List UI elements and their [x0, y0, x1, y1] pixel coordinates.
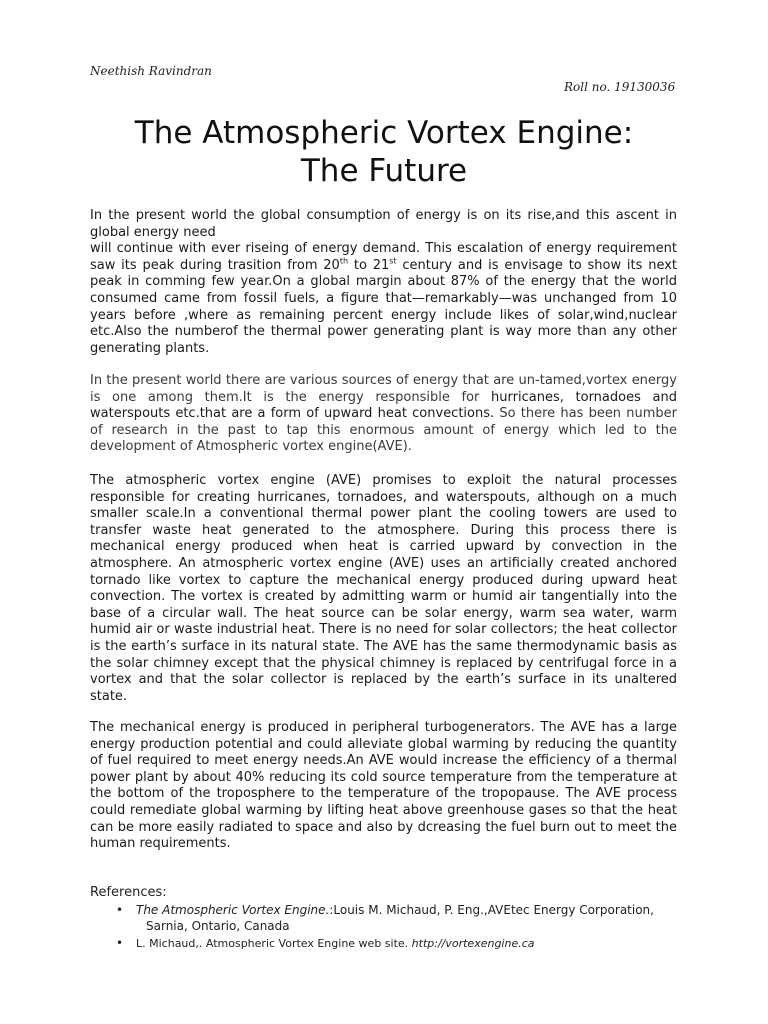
- references-list: [112, 903, 672, 954]
- paragraph-vortex-energy: [90, 373, 677, 456]
- reference-location: Sarnia, Ontario, Canada: [146, 918, 290, 933]
- reference-item: [112, 903, 672, 934]
- para2-text-a: In the present world there are various sources of energy that are un-tamed,vortex energy is one among them.It is the energy responsible for: [90, 373, 677, 405]
- author-name: Neethish Ravindran: [90, 64, 212, 78]
- references-heading: References:: [90, 885, 167, 900]
- para1-text-b: will continue with ever riseing of energy demand. This escalation of energy requirement saw its peak during trasition from 20: [90, 241, 677, 273]
- paragraph-mechanical-energy: The mechanical energy is produced in peripheral turbogenerators. The AVE has a large energy production potential and could alleviate global warming by reducing the quantity of fuel required to meet energy needs.An AVE would increase the efficiency of a thermal power plant by about 40% reducing its cold source temperature from the temperature at the bottom of the troposphere to the temperature of the tropopause. The AVE process could remediate global warming by lifting heat above greenhouse gases so that the heat can be more easily radiated to space and also by dcreasing the fuel burn out to meet the human requirements.: [90, 720, 677, 852]
- paragraph-ave-description: The atmospheric vortex engine (AVE) promises to exploit the natural processes responsible for creating hurricanes, tornadoes, and waterspouts, although on a much smaller scale.In a conventional thermal power plant the cooling towers are used to transfer waste heat generated to the atmosphere. During this process there is mechanical energy produced when heat is carried upward by convection in the atmosphere. An atmospheric vortex engine (AVE) uses an artificially created anchored tornado like vortex to capture the mechanical energy produced during upward heat convection. The vortex is created by admitting warm or humid air tangentially into the base of a circular wall. The heat source can be solar energy, warm sea water, warm humid air or waste industrial heat. There is no need for solar collectors; the heat collector is the earth’s surface in its natural state. The AVE has the same thermodynamic basis as the solar chimney except that the physical chimney is replaced by centrifugal force in a vortex and that the solar collector is replaced by the earth’s surface in its unaltered state.: [90, 473, 677, 704]
- reference-title: L. Michaud,. Atmospheric Vortex Engine web site.: [136, 937, 412, 950]
- title-line-1: The Atmospheric Vortex Engine:: [134, 115, 634, 151]
- para1-text-c: to 21: [348, 257, 390, 273]
- paragraph-intro: [90, 208, 677, 357]
- para1-text-d: century and is envisage to show its next peak in comming few year.On a global margin about 87% of the energy that the world consumed came from fossil fuels, a figure that—remarkably—was unchanged from 10 years before ,where as remaining percent energy include likes of solar,wind,nuclear etc.Also the numberof the thermal power generating plant is way more than any other generating plants.: [90, 257, 678, 356]
- title-line-2: The Future: [300, 153, 468, 189]
- reference-details: :Louis M. Michaud, P. Eng.,AVEtec Energy Corporation,: [329, 903, 654, 917]
- para2-text-c: So there has been number of research in the past to tap this enormous amount of energy which led to the development of Atmospheric vortex engine(AVE).: [90, 406, 677, 455]
- bullet-icon: •: [116, 936, 124, 950]
- bullet-icon: •: [116, 903, 124, 917]
- reference-url: http://vortexengine.ca: [411, 937, 535, 950]
- para1-line-a: In the present world the global consumption of energy is on its rise,and this ascent in global energy need: [90, 208, 677, 240]
- superscript-th: th: [339, 256, 349, 266]
- para2-text-b: hurricanes, tornadoes and waterspouts etc.that are a form of upward heat convections.: [90, 389, 677, 422]
- roll-number: Roll no. 19130036: [564, 80, 676, 94]
- document-title: [60, 114, 708, 190]
- superscript-st: st: [389, 256, 397, 266]
- reference-item: [112, 936, 672, 952]
- reference-title: The Atmospheric Vortex Engine.: [136, 903, 330, 917]
